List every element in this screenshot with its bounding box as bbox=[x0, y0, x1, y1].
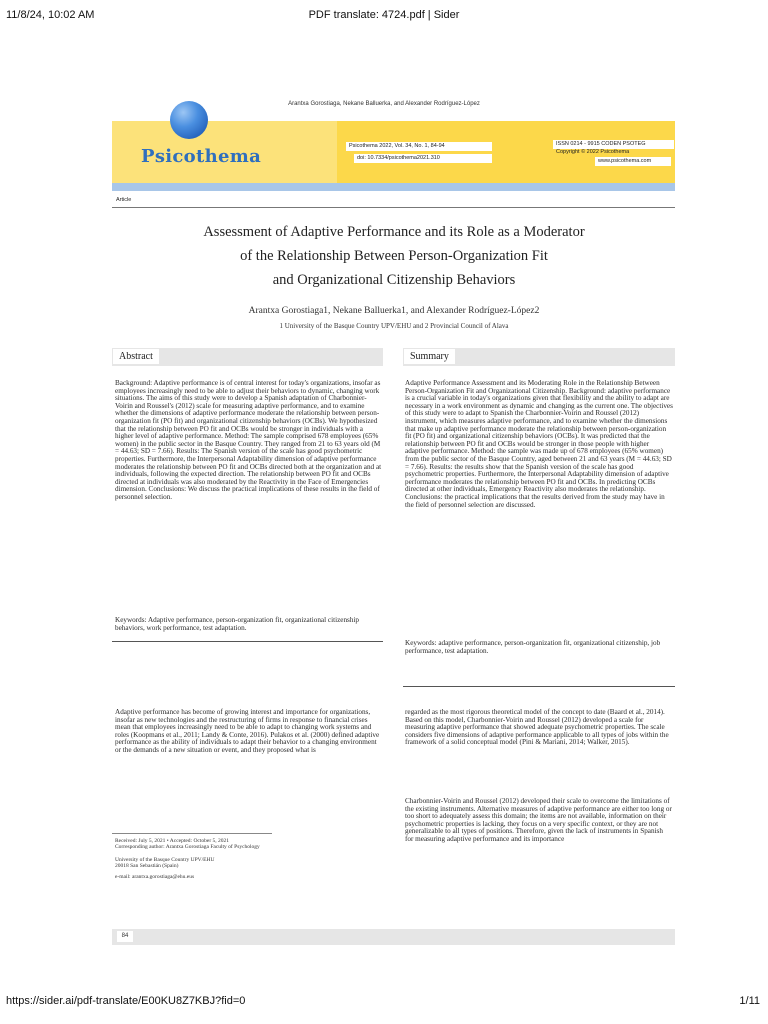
abstract-bottom-rule bbox=[112, 641, 383, 642]
email[interactable]: e-mail: arantxa.gorostiaga@ehu.eus bbox=[115, 874, 195, 881]
page-url[interactable]: https://sider.ai/pdf-translate/E00KU8Z7KBJ?fid=0 bbox=[6, 995, 246, 1007]
body-paragraph: regarded as the most rigorous theoretical model of the concept to date (Baard et al., 2014). Based on this model, Charbonnier-Voirin and Roussel (2012) developed a scale for measuring adaptive performance that showed adequate psychometric properties. The scale considers five dimensions of adaptive performance applicable to all types of jobs within the framework of a solid conceptual model (Pini & Mariani, 2014; Walker, 2015). bbox=[405, 708, 669, 747]
banner-blue-strip bbox=[112, 183, 675, 191]
footnote bbox=[115, 838, 383, 880]
header-rule bbox=[112, 207, 675, 208]
footnote-rule bbox=[112, 833, 272, 834]
running-head: Arantxa Gorostiaga, Nekane Balluerka, and Alexander Rodríguez-López bbox=[288, 101, 480, 107]
copyright: Copyright © 2022 Psicothema bbox=[556, 149, 630, 155]
summary-text: Adaptive Performance Assessment and its Moderating Role in the Relationship Between Person-Organization Fit and Organizational Citizenship. Background: adaptive performance is a crucial variable in today's organizations given that flexibility and the ability to adapt are necessary in a work environment as dynamic and changing as the current one. The objectives of this study were to adapt to Spanish the Charbonnier-Voirin and Roussel (2012) instrument, which measures adaptive performance, and to examine whether the dimensions that make up adaptive performance moderate the relationship between person-organization fit (PO fit) and organizational citizenship behaviors (OCBs). It was predicted that the relationship between PO fit and OCBs would be stronger in those people with higher adaptive performance. Method: the sample was made up of 678 employees (65% women) from the public sector of the Basque Country, aged between 21 and 63 years (M = 44.63; SD = 7.66). Results: the results show that the Spanish version of the scale has good psychometric properties. Furthermore, the Interpersonal Adaptability dimension of adaptive performance moderates the relationship between PO fit and OCBs. In predicting OCBs directed at other individuals, Emergency Reactivity also moderates the relationship. Conclusions: the practical implications that the results derived from the study may have in the field of personnel selection are discussed. bbox=[405, 379, 673, 509]
title-line: Assessment of Adaptive Performance and its Role as a Moderator bbox=[203, 224, 585, 240]
summary-bottom-rule bbox=[403, 686, 675, 687]
title-line: of the Relationship Between Person-Organization Fit bbox=[240, 248, 548, 264]
article-title bbox=[100, 220, 688, 292]
article-type: Article bbox=[116, 197, 132, 203]
received-dates: Received: July 5, 2021 • Accepted: October 5, 2021 bbox=[115, 838, 230, 844]
intro-paragraph: Adaptive performance has become of growing interest and importance for organizations, insofar as new technologies and the restructuring of firms in response to financial crises mean that employees increasingly need to be able to adapt to changing work systems and roles (Koopmans et al., 2011; Landy & Conte, 2016). Pulakos et al. (2000) defined adaptive performance as the ability of individuals to adapt their behavior to a changing environment or the demands of a new situation or event, and they proposed what is bbox=[115, 708, 380, 754]
body-paragraph: Charbonnier-Voirin and Roussel (2012) developed their scale to overcome the limitations of the existing instruments. Alternative measures of adaptive performance are either too long or too short to adequately assess this domain; the items are not available, information on their psychometric properties is lacking, they focus on a very specific context, or they are not generalizable to all types of positions. Therefore, given the lack of instruments in Spanish for measuring adaptive performance and its importance bbox=[405, 797, 672, 843]
journal-logo: Psicothema bbox=[141, 146, 262, 167]
title-line: and Organizational Citizenship Behaviors bbox=[272, 272, 516, 288]
print-page-count: 1/11 bbox=[739, 995, 760, 1007]
journal-citation: Psicothema 2022, Vol. 34, No. 1, 84-94 bbox=[346, 142, 492, 151]
page-footer-bar bbox=[112, 929, 675, 945]
logo-sphere-icon bbox=[170, 101, 208, 139]
abstract-keywords: Keywords: Adaptive performance, person-organization fit, organizational citizenship behaviors, work performance, test adaptation. bbox=[115, 616, 360, 632]
abstract-text: Background: Adaptive performance is of central interest for today's organizations, insofar as employees increasingly need to be able to adjust their behaviors to dynamic, changing work situations. The aims of this study were to develop a Spanish adaptation of Charbonnier-Voirin and Roussel's (2012) scale for measuring adaptive performance, and to examine whether the dimensions of adaptive performance moderate the relationship between person-organization fit (PO fit) and organizational citizenship behaviors (OCBs). We hypothesized that the relationship between PO fit and OCBs would be stronger in individuals with a higher level of adaptive performance. Method: The sample comprised 678 employees (65% women) in the public sector in the Basque Country. They ranged from 21 to 63 years old (M = 44.63; SD = 7.66). Results: The Spanish version of the scale has good psychometric properties. Furthermore, the Interpersonal Adaptability dimension of adaptive performance moderates the relationship between PO fit and OCBs directed both at the organization and at individuals, following the expected direction. The relationship between PO fit and OCBs directed at individuals was also moderated by the Reactivity in the Face of Emergencies dimension. Conclusions: We discuss the practical implications of these results in the field of personnel selection. bbox=[115, 379, 382, 501]
article-doi[interactable]: doi: 10.7334/psicothema2021.310 bbox=[354, 154, 492, 163]
issn: ISSN 0214 - 9915 CODEN PSOTEG bbox=[553, 140, 674, 149]
corresponding-author: Corresponding author: Arantxa Gorostiaga Faculty of Psychology bbox=[115, 844, 260, 851]
print-timestamp: 11/8/24, 10:02 AM bbox=[6, 9, 95, 21]
address: 20018 San Sebastián (Spain) bbox=[115, 862, 179, 869]
institution: University of the Basque Country UPV/EHU bbox=[115, 856, 215, 863]
window-title: PDF translate: 4724.pdf | Sider bbox=[308, 9, 460, 21]
journal-website[interactable]: www.psicothema.com bbox=[595, 157, 671, 166]
summary-heading: Summary bbox=[404, 349, 455, 364]
authors: Arantxa Gorostiaga1, Nekane Balluerka1, and Alexander Rodríguez-López2 bbox=[248, 306, 540, 316]
abstract-heading: Abstract bbox=[113, 349, 159, 364]
affiliation: 1 University of the Basque Country UPV/EHU and 2 Provincial Council of Alava bbox=[279, 322, 509, 330]
summary-keywords: Keywords: adaptive performance, person-organization fit, organizational citizenship, job performance, test adaptation. bbox=[405, 639, 661, 655]
page-number: 84 bbox=[117, 931, 133, 942]
